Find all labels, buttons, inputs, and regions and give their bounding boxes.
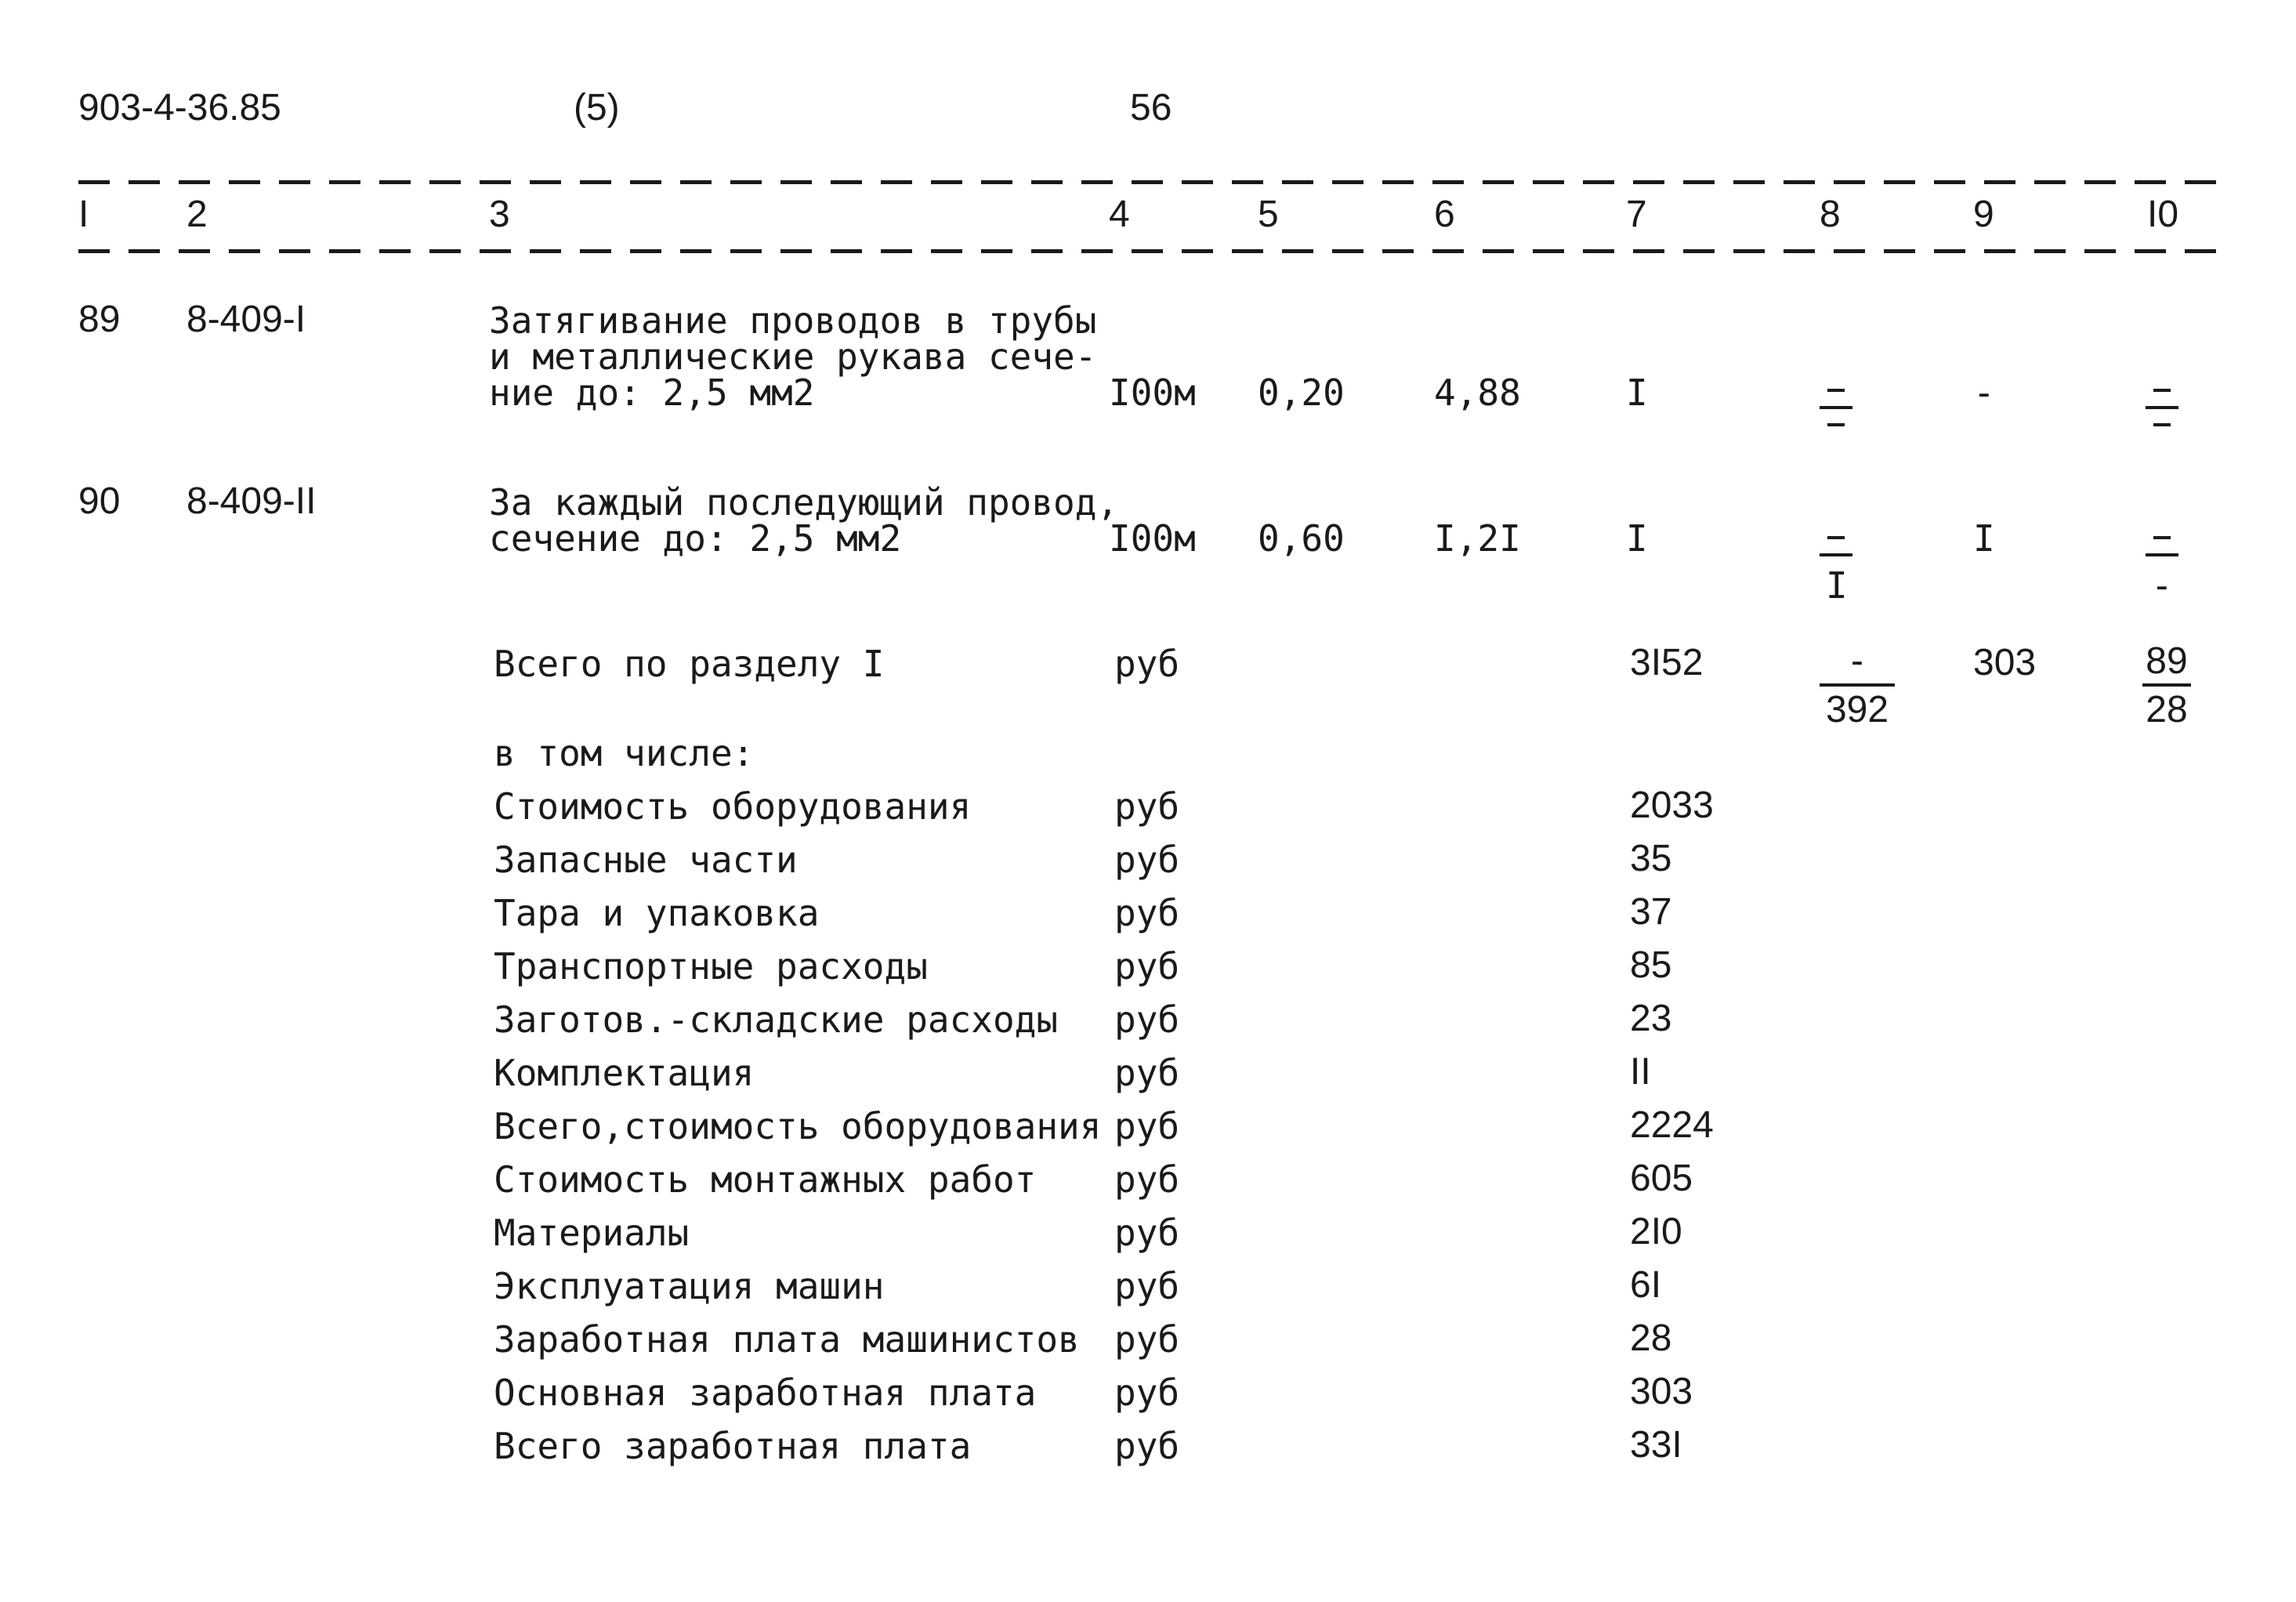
section-total-label: Всего по разделу I [494, 643, 885, 685]
column-header: 2 [187, 194, 208, 235]
row-col8-bottom: I [1826, 564, 1848, 607]
breakdown-label: Эксплуатация машин [494, 1265, 885, 1307]
breakdown-value: 2I0 [1630, 1211, 1682, 1252]
empty-fraction-top-mark [1827, 536, 1845, 539]
row-col9: - [1973, 372, 1995, 414]
breakdown-label: Запасные части [494, 839, 798, 881]
column-header: I [78, 194, 89, 235]
row-col9: I [1973, 517, 1995, 560]
row-number: 89 [78, 299, 121, 340]
column-header: 8 [1820, 194, 1841, 235]
breakdown-value: II [1630, 1051, 1651, 1093]
empty-fraction-bottom-mark [2153, 423, 2171, 426]
row-description-line: Затягивание проводов в трубы [489, 299, 1097, 342]
breakdown-unit: руб [1114, 1105, 1180, 1147]
breakdown-label: Стоимость монтажных работ [494, 1158, 1037, 1201]
breakdown-value: 23 [1630, 998, 1672, 1039]
breakdown-unit: руб [1114, 945, 1180, 988]
column-header: I0 [2147, 194, 2179, 235]
breakdown-value: 6I [1630, 1264, 1662, 1306]
header-bottom-rule [78, 249, 2225, 253]
section-total-col9: 303 [1973, 642, 2037, 683]
column-header: 3 [489, 194, 510, 235]
column-header: 7 [1626, 194, 1647, 235]
breakdown-unit: руб [1114, 892, 1180, 934]
breakdown-label: Стоимость оборудования [494, 785, 972, 828]
row-col7: I [1626, 517, 1648, 560]
section-total-col7: 3I52 [1630, 642, 1704, 683]
empty-fraction-top-mark [2153, 536, 2171, 539]
fraction-bar [1820, 683, 1895, 687]
fraction-bar [2142, 683, 2191, 687]
fraction-denominator: 392 [1825, 689, 1889, 730]
breakdown-unit: руб [1114, 1425, 1180, 1467]
column-header: 5 [1258, 194, 1279, 235]
breakdown-value: 85 [1630, 944, 1672, 986]
empty-fraction-top-mark [2153, 389, 2171, 392]
breakdown-unit: руб [1114, 1158, 1180, 1201]
row-quantity: 0,60 [1258, 517, 1345, 560]
rate-code: 8-409-I [187, 299, 306, 340]
row-unit-price: I,2I [1434, 517, 1521, 560]
empty-fraction-top-mark [1827, 389, 1845, 392]
section-total-col10-fraction [2142, 640, 2191, 730]
column-header: 4 [1109, 194, 1130, 235]
empty-fraction-bar [2146, 406, 2178, 409]
breakdown-value: 35 [1630, 838, 1672, 879]
fraction-denominator: 28 [2146, 689, 2188, 730]
breakdown-label: Тара и упаковка [494, 892, 820, 934]
breakdown-value: 303 [1630, 1371, 1693, 1412]
empty-fraction-bar [1820, 406, 1852, 409]
breakdown-value: 2033 [1630, 785, 1714, 826]
breakdown-value: 605 [1630, 1158, 1693, 1199]
page-number: 56 [1130, 87, 1172, 129]
fraction-numerator: 89 [2146, 640, 2188, 682]
breakdown-label: Всего заработная плата [494, 1425, 972, 1467]
breakdown-label: Комплектация [494, 1052, 755, 1094]
breakdown-label: Заготов.-складские расходы [494, 999, 1059, 1041]
row-number: 90 [78, 480, 121, 522]
row-col7: I [1626, 372, 1648, 414]
section-number: (5) [574, 87, 620, 129]
row-description-line: и металлические рукава сече- [489, 335, 1097, 378]
row-unit-price: 4,88 [1434, 372, 1521, 414]
row-description-line: За каждый последующий провод, [489, 481, 1119, 524]
row-description-line: сечение до: 2,5 мм2 [489, 517, 902, 560]
row-unit: I00м [1109, 372, 1196, 414]
row-unit: I00м [1109, 517, 1196, 560]
breakdown-value: 2224 [1630, 1104, 1714, 1146]
row-description-line: ние до: 2,5 мм2 [489, 372, 815, 414]
breakdown-unit: руб [1114, 1318, 1180, 1361]
section-total-unit: руб [1114, 643, 1180, 685]
breakdown-label: Всего,стоимость оборудования [494, 1105, 1102, 1147]
breakdown-value: 28 [1630, 1317, 1672, 1359]
column-header: 9 [1973, 194, 1994, 235]
breakdown-label: Материалы [494, 1212, 690, 1254]
breakdown-unit: руб [1114, 1052, 1180, 1094]
document-code: 903-4-36.85 [78, 87, 281, 129]
fraction-bar [2146, 553, 2178, 556]
breakdown-value: 33I [1630, 1424, 1682, 1466]
breakdown-label: Транспортные расходы [494, 945, 928, 988]
breakdown-label: Заработная плата машинистов [494, 1318, 1080, 1361]
breakdown-unit: руб [1114, 1265, 1180, 1307]
row-quantity: 0,20 [1258, 372, 1345, 414]
section-total-col8-fraction [1820, 640, 1895, 730]
breakdown-unit: руб [1114, 1212, 1180, 1254]
breakdown-unit: руб [1114, 1372, 1180, 1414]
breakdown-unit: руб [1114, 839, 1180, 881]
breakdown-value: 37 [1630, 891, 1672, 933]
breakdown-unit: руб [1114, 999, 1180, 1041]
row-col10-bottom: - [2151, 564, 2173, 607]
rate-code: 8-409-II [187, 480, 317, 522]
fraction-bar [1820, 553, 1852, 556]
breakdown-label: Основная заработная плата [494, 1372, 1037, 1414]
breakdown-unit: руб [1114, 785, 1180, 828]
fraction-numerator: - [1851, 640, 1863, 682]
including-label: в том числе: [494, 732, 755, 774]
empty-fraction-bottom-mark [1827, 423, 1845, 426]
column-header: 6 [1434, 194, 1455, 235]
header-top-rule [78, 180, 2225, 184]
